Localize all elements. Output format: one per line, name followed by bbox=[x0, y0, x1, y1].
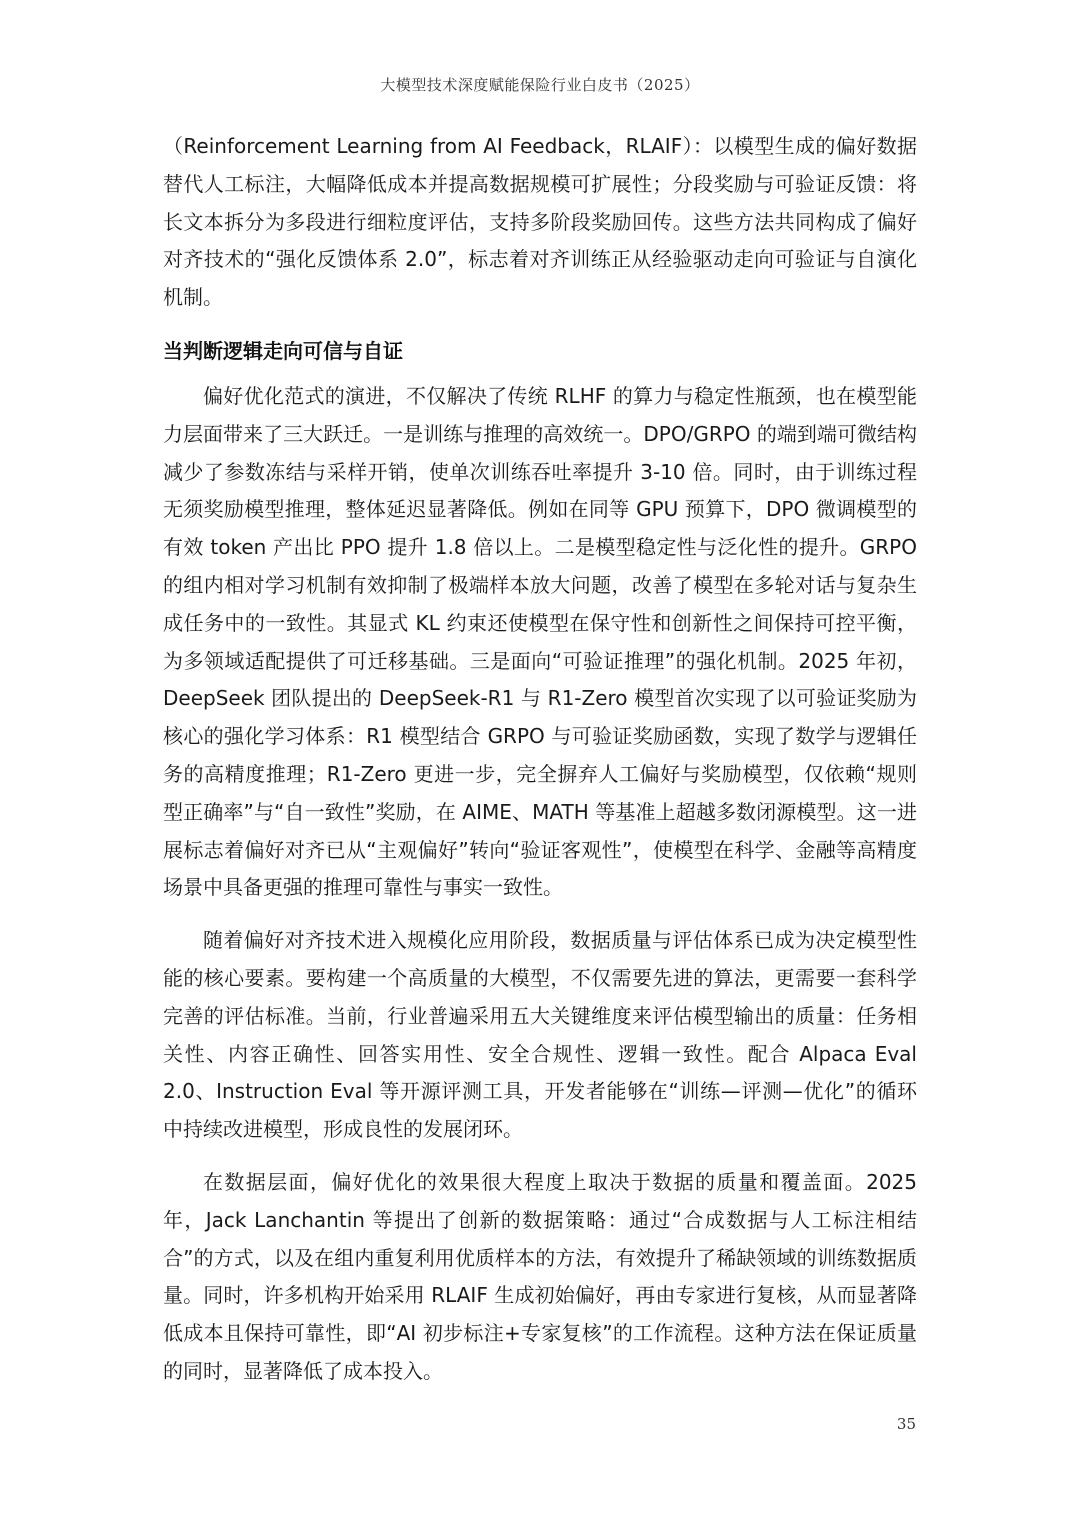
body-paragraph-2: 随着偏好对齐技术进入规模化应用阶段，数据质量与评估体系已成为决定模型性能的核心要素。要构建一个高质量的大模型，不仅需要先进的算法，更需要一套科学完善的评估标准。当前，行业普遍采用五大关键维度来评估模型输出的质量：任务相关性、内容正确性、回答实用性、安全合规性、逻辑一致性。配合 Alpaca Eval 2.0、Instruction Eval 等开源评测工具，开发者能够在“训练—评测—优化”的循环中持续改进模型，形成良性的发展闭环。 bbox=[163, 928, 917, 1142]
page-body bbox=[163, 128, 917, 1391]
body-paragraph-3: 在数据层面，偏好优化的效果很大程度上取决于数据的质量和覆盖面。2025 年，Jack Lanchantin 等提出了创新的数据策略：通过“合成数据与人工标注相结合”的方式，以及在组内重复利用优质样本的方法，有效提升了稀缺领域的训练数据质量。同时，许多机构开始采用 RLAIF 生成初始偏好，再由专家进行复核，从而显著降低成本且保持可靠性，即“AI 初步标注+专家复核”的工作流程。这种方法在保证质量的同时，显著降低了成本投入。 bbox=[163, 1169, 917, 1383]
paragraph-spacer bbox=[163, 1149, 917, 1164]
paragraph-spacer bbox=[163, 907, 917, 922]
running-header: 大模型技术深度赋能保险行业白皮书（2025） bbox=[380, 76, 700, 94]
intro-paragraph: （Reinforcement Learning from AI Feedback，RLAIF）：以模型生成的偏好数据替代人工标注，大幅降低成本并提高数据规模可扩展性；分段奖励与可验证反馈：将长文本拆分为多段进行细粒度评估，支持多阶段奖励回传。这些方法共同构成了偏好对齐技术的“强化反馈体系 2.0”，标志着对齐训练正从经验驱动走向可验证与自演化机制。 bbox=[163, 134, 917, 310]
section-heading: 当判断逻辑走向可信与自证 bbox=[163, 338, 403, 363]
body-paragraph-1: 偏好优化范式的演进，不仅解决了传统 RLHF 的算力与稳定性瓶颈，也在模型能力层面带来了三大跃迁。一是训练与推理的高效统一。DPO/GRPO 的端到端可微结构减少了参数冻结与采样开销，使单次训练吞吐率提升 3-10 倍。同时，由于训练过程无须奖励模型推理，整体延迟显著降低。例如在同等 GPU 预算下，DPO 微调模型的有效 token 产出比 PPO 提升 1.8 倍以上。二是模型稳定性与泛化性的提升。GRPO 的组内相对学习机制有效抑制了极端样本放大问题，改善了模型在多轮对话与复杂生成任务中的一致性。其显式 KL 约束还使模型在保守性和创新性之间保持可控平衡，为多领域适配提供了可迁移基础。三是面向“可验证推理”的强化机制。2025 年初，DeepSeek 团队提出的 DeepSeek-R1 与 R1-Zero 模型首次实现了以可验证奖励为核心的强化学习体系：R1 模型结合 GRPO 与可验证奖励函数，实现了数学与逻辑任务的高精度推理；R1-Zero 更进一步，完全摒弃人工偏好与奖励模型，仅依赖“规则型正确率”与“自一致性”奖励，在 AIME、MATH 等基准上超越多数闭源模型。这一进展标志着偏好对齐已从“主观偏好”转向“验证客观性”，使模型在科学、金融等高精度场景中具备更强的推理可靠性与事实一致性。 bbox=[163, 383, 917, 900]
page-number: 35 bbox=[896, 1415, 916, 1433]
